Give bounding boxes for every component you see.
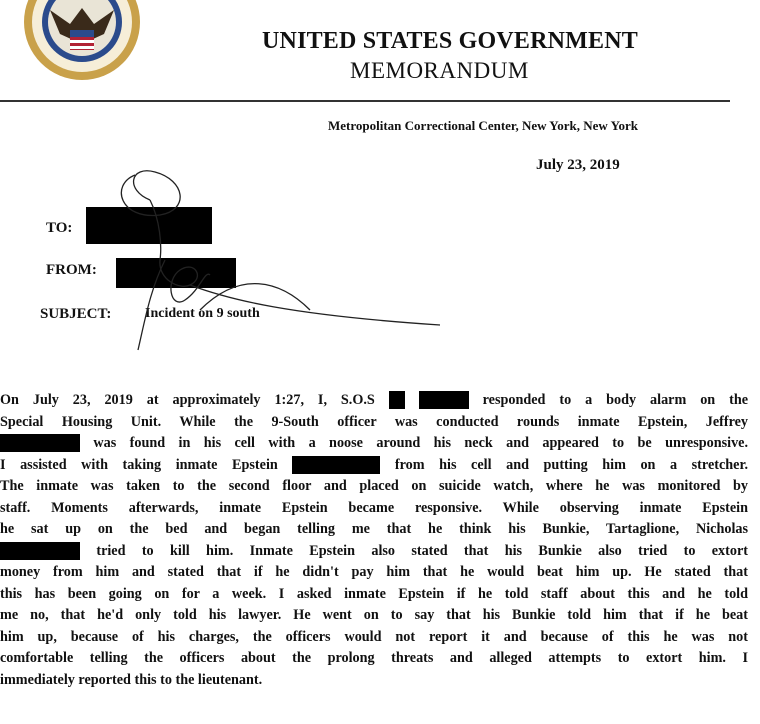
memo-subtitle: MEMORANDUM (350, 58, 529, 83)
body-line: tried to kill him. Inmate Epstein also stated that his Bunkie also tried to extort (0, 541, 748, 563)
header-divider (0, 100, 730, 102)
body-line: Special Housing Unit. While the 9-South officer was conducted rounds inmate Epstein, Jeffrey (0, 413, 748, 430)
memo-title: UNITED STATES GOVERNMENT (262, 28, 638, 54)
body-line: this has been going on for a week. I asked inmate Epstein if he told staff about this and he told (0, 585, 748, 602)
department-seal (0, 0, 150, 95)
to-label: TO: (46, 220, 73, 236)
signature-scribble (90, 150, 450, 365)
body-redaction (0, 542, 80, 560)
body-line: The inmate was taken to the second floor and placed on suicide watch, where he was monitored by (0, 478, 748, 494)
body-line: comfortable telling the officers about the prolong threats and alleged attempts to extort him. I (0, 650, 748, 666)
body-redaction (419, 391, 469, 409)
body-line: him up, because of his charges, the officers would not report it and because of this he was not (0, 628, 748, 645)
body-line: he sat up on the bed and began telling me that he think his Bunkie, Tartaglione, Nicholas (0, 521, 748, 537)
from-label: FROM: (46, 262, 97, 278)
body-line: On July 23, 2019 at approximately 1:27, I, S.O.S responded to a body alarm on the (0, 392, 748, 408)
body-redaction (0, 434, 80, 452)
memo-date: July 23, 2019 (536, 157, 620, 173)
body-redaction (389, 391, 405, 409)
memo-location: Metropolitan Correctional Center, New York, New York (328, 118, 639, 133)
body-line: me no, that he'd only told his lawyer. He went on to say that his Bunkie told him that if he beat (0, 607, 748, 623)
subject-label: SUBJECT: (40, 306, 112, 322)
body-line: money from him and stated that if he didn't pay him that he would beat him up. He stated that (0, 564, 748, 580)
body-line: I assisted with taking inmate Epstein from his cell and putting him on a stretcher. (0, 456, 748, 473)
memo-body (0, 390, 748, 691)
body-line: was found in his cell with a noose around his neck and appeared to be unresponsive. (0, 433, 748, 455)
body-redaction (292, 456, 380, 474)
body-line: immediately reported this to the lieutenant. (0, 671, 263, 688)
subject-value: Incident on 9 south (145, 306, 260, 321)
body-line: staff. Moments afterwards, inmate Epstein became responsive. While observing inmate Epstein (0, 499, 748, 516)
